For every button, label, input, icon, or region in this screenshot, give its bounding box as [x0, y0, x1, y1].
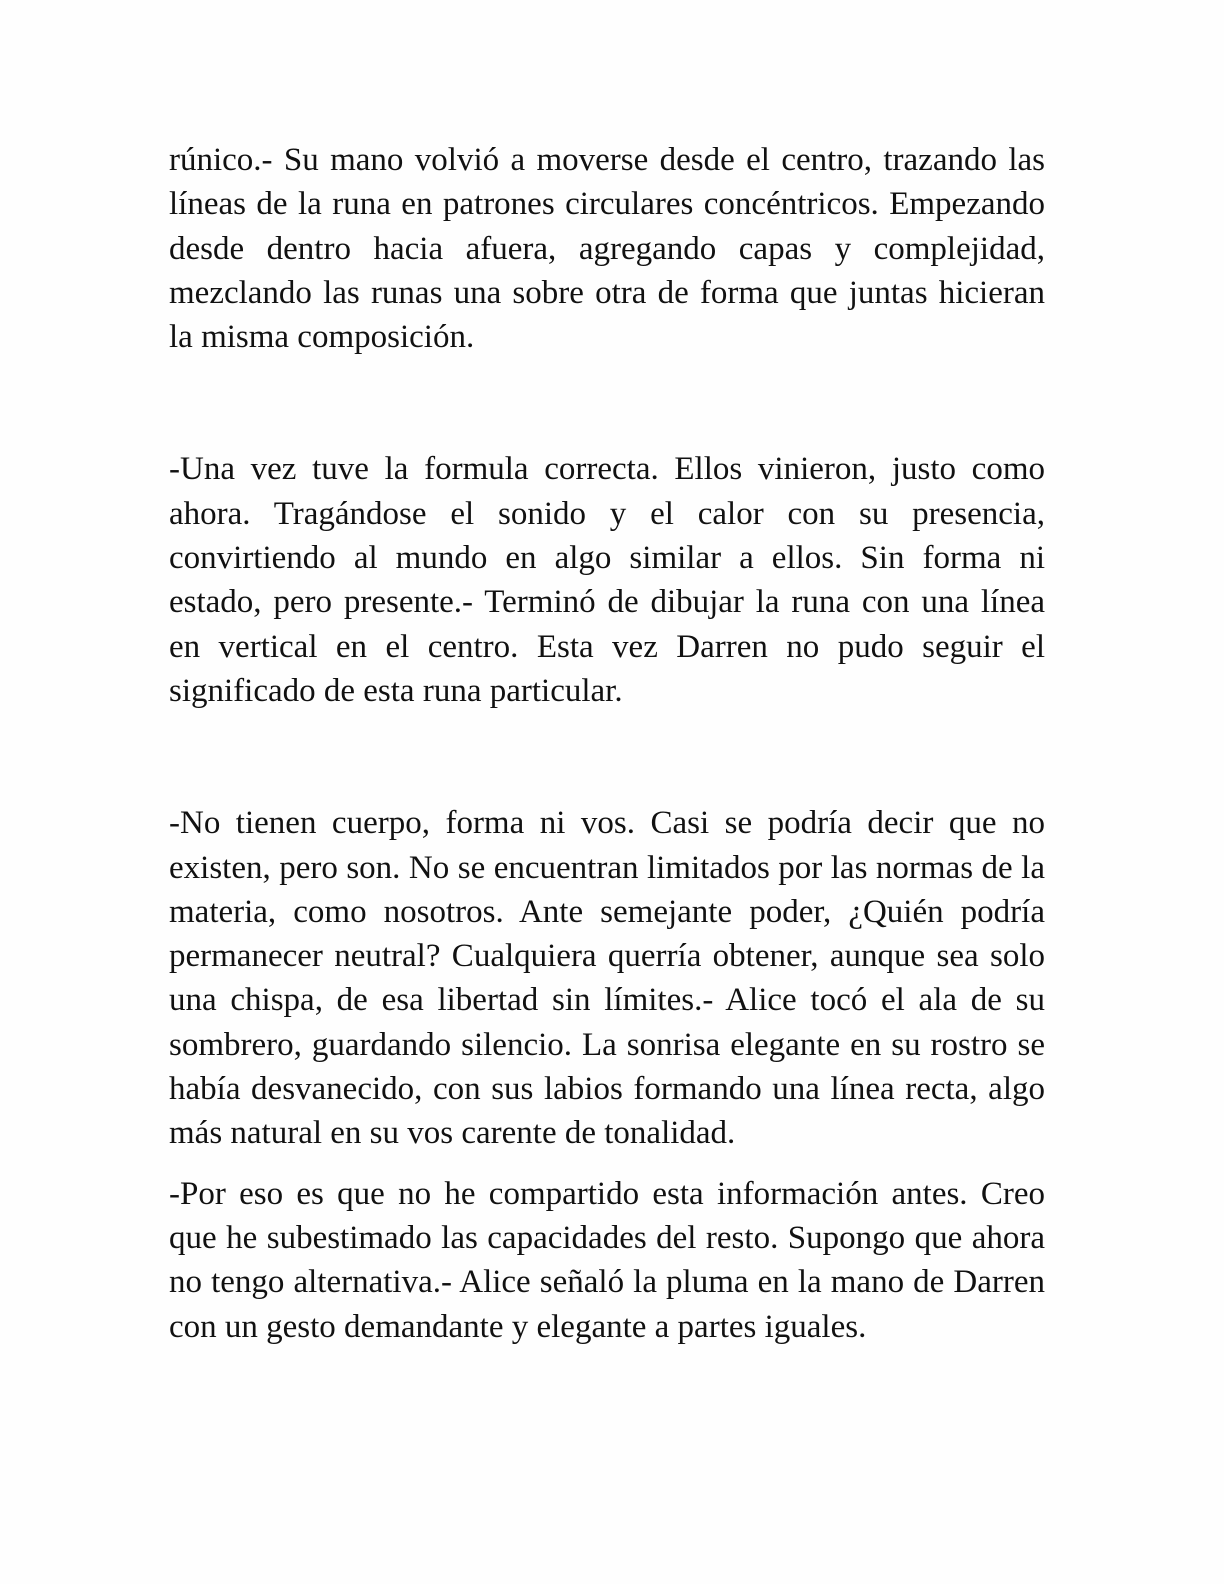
paragraph-2: -Una vez tuve la formula correcta. Ellos vinieron, justo como ahora. Tragándose el sonido y el calor con su presencia, convirtiendo al mundo en algo similar a ellos. Sin forma ni estado, pero presente.- Terminó de dibujar la runa con una línea en vertical en el centro. Esta vez Darren no pudo seguir el significado de esta runa particular.	[169, 451, 1045, 709]
body-text	[169, 138, 1045, 1349]
paragraph-spacer	[169, 1156, 1045, 1172]
paragraph-spacer	[169, 359, 1045, 447]
paragraph-1: rúnico.- Su mano volvió a moverse desde el centro, trazando las líneas de la runa en patrones circulares concéntricos. Empezando desde dentro hacia afuera, agregando capas y complejidad, mezclando las runas una sobre otra de forma que juntas hicieran la misma composición.	[169, 142, 1045, 356]
paragraph-4: -Por eso es que no he compartido esta información antes. Creo que he subestimado las capacidades del resto. Supongo que ahora no tengo alternativa.- Alice señaló la pluma en la mano de Darren con un gesto demandante y elegante a partes iguales.	[169, 1175, 1045, 1345]
paragraph-spacer	[169, 713, 1045, 801]
paragraph-3: -No tienen cuerpo, forma ni vos. Casi se podría decir que no existen, pero son. No se encuentran limitados por las normas de la materia, como nosotros. Ante semejante poder, ¿Quién podría permanecer neutral? Cualquiera querría obtener, aunque sea solo una chispa, de esa libertad sin límites.- Alice tocó el ala de su sombrero, guardando silencio. La sonrisa elegante en su rostro se había desvanecido, con sus labios formando una línea recta, algo más natural en su vos carente de tonalidad.	[169, 805, 1045, 1152]
